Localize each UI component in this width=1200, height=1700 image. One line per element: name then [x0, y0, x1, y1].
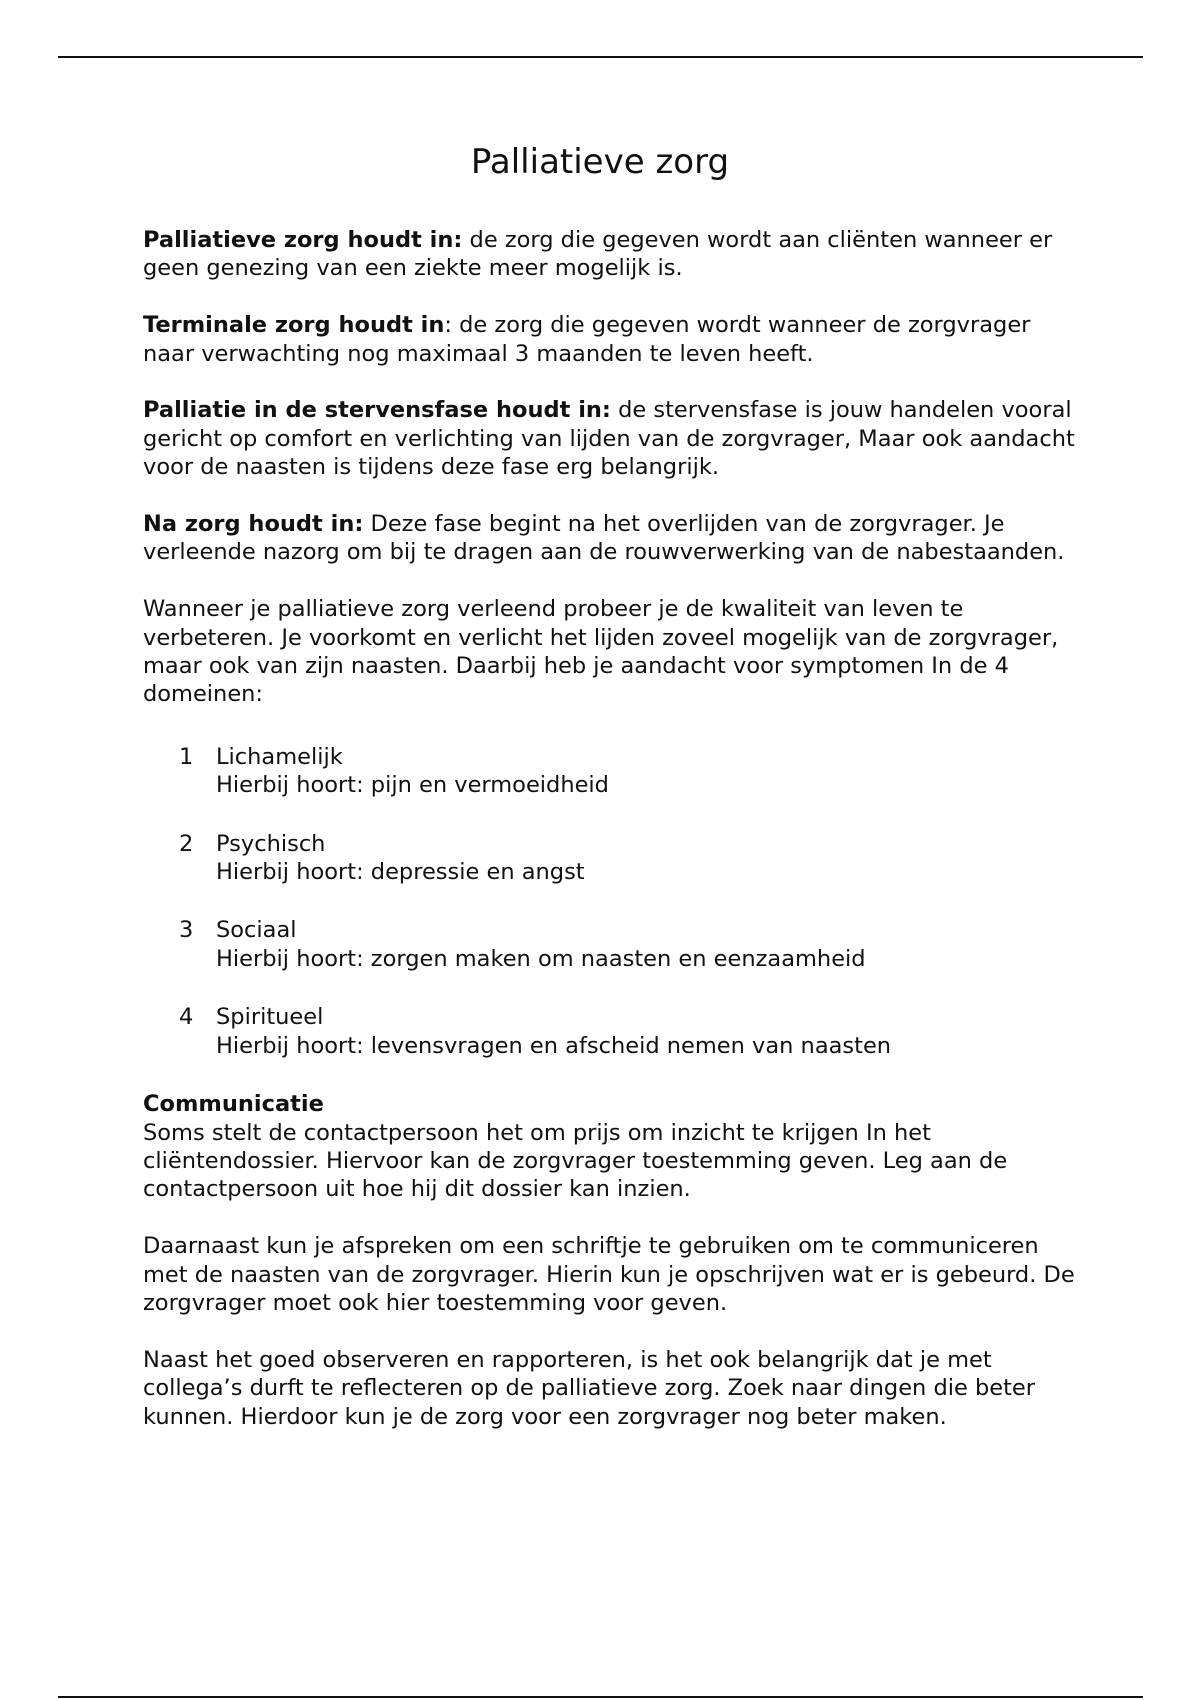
domain-item [143, 743, 1083, 800]
domain-number: 3 [179, 917, 194, 944]
domain-item [143, 916, 1083, 973]
definition-term: Palliatieve zorg houdt in: [143, 227, 463, 253]
domain-name: Spiritueel [216, 1004, 324, 1031]
communication-paragraph: Soms stelt de contactpersoon het om prijs om inzicht te krijgen In het cliëntendossier. Hiervoor kan de zorgvrager toestemming geven. Leg aan de contactpersoon uit hoe hij dit dossier kan inzien. [143, 1119, 1008, 1203]
communication-heading: Communicatie [143, 1091, 324, 1118]
definition-palliatieve-zorg [143, 226, 1083, 283]
domain-detail: Hierbij hoort: zorgen maken om naasten en eenzaamheid [216, 945, 866, 972]
definition-terminale-zorg [143, 311, 1083, 368]
definition-text: : de zorg die gegeven wordt wanneer de zorgvrager naar verwachting nog maximaal 3 maanden te leven heeft. [143, 312, 1031, 367]
communication-paragraph: Daarnaast kun je afspreken om een schriftje te gebruiken om te communiceren met de naasten van de zorgvrager. Hierin kun je opschrijven wat er is gebeurd. De zorgvrager moet ook hier toestemming voor geven. [143, 1233, 1075, 1316]
domain-name: Psychisch [216, 830, 326, 857]
domain-item [143, 830, 1083, 887]
domain-detail: Hierbij hoort: pijn en vermoeidheid [216, 772, 609, 799]
domain-detail: Hierbij hoort: depressie en angst [216, 859, 585, 886]
header-rule [58, 56, 1143, 58]
communication-paragraph: Naast het goed observeren en rapporteren, is het ook belangrijk dat je met collega’s durft te reflecteren op de palliatieve zorg. Zoek naar dingen die beter kunnen. Hierdoor kun je de zorg voor een zorgvrager nog beter maken. [143, 1346, 1036, 1430]
definition-term: Terminale zorg houdt in [143, 312, 445, 339]
intro-paragraph: Wanneer je palliatieve zorg verleend probeer je de kwaliteit van leven te verbeteren. Je voorkomt en verlicht het lijden zoveel mogelijk van de zorgvrager, maar ook van zijn naasten. Daarbij heb je aandacht voor symptomen In de 4 domeinen: [143, 596, 1059, 708]
definition-term: Palliatie in de stervensfase houdt in: [143, 397, 611, 424]
footer-rule [58, 1696, 1143, 1698]
page-title: Palliatieve zorg [470, 142, 730, 182]
domain-number: 4 [179, 1004, 194, 1031]
definition-text: de zorg die gegeven wordt aan cliënten wanneer er geen genezing van een ziekte meer mogelijk is. [143, 227, 1053, 282]
definition-na-zorg [143, 510, 1083, 567]
domain-number: 2 [179, 830, 194, 857]
domain-name: Lichamelijk [216, 743, 343, 770]
domain-number: 1 [179, 743, 194, 770]
document-body [143, 226, 1083, 1459]
definition-term: Na zorg houdt in: [143, 511, 364, 538]
domain-detail: Hierbij hoort: levensvragen en afscheid nemen van naasten [216, 1032, 892, 1059]
definition-text: de stervensfase is jouw handelen vooral gericht op comfort en verlichting van lijden van de zorgvrager, Maar ook aandacht voor de naasten is tijdens deze fase erg belangrijk. [143, 397, 1075, 481]
domains-list [143, 743, 1083, 1060]
definition-text: Deze fase begint na het overlijden van de zorgvrager. Je verleende nazorg om bij te dragen aan de rouwverwerking van de nabestaanden. [143, 511, 1065, 566]
definition-stervensfase [143, 396, 1083, 481]
domain-item [143, 1003, 1083, 1060]
domain-name: Sociaal [216, 917, 297, 944]
